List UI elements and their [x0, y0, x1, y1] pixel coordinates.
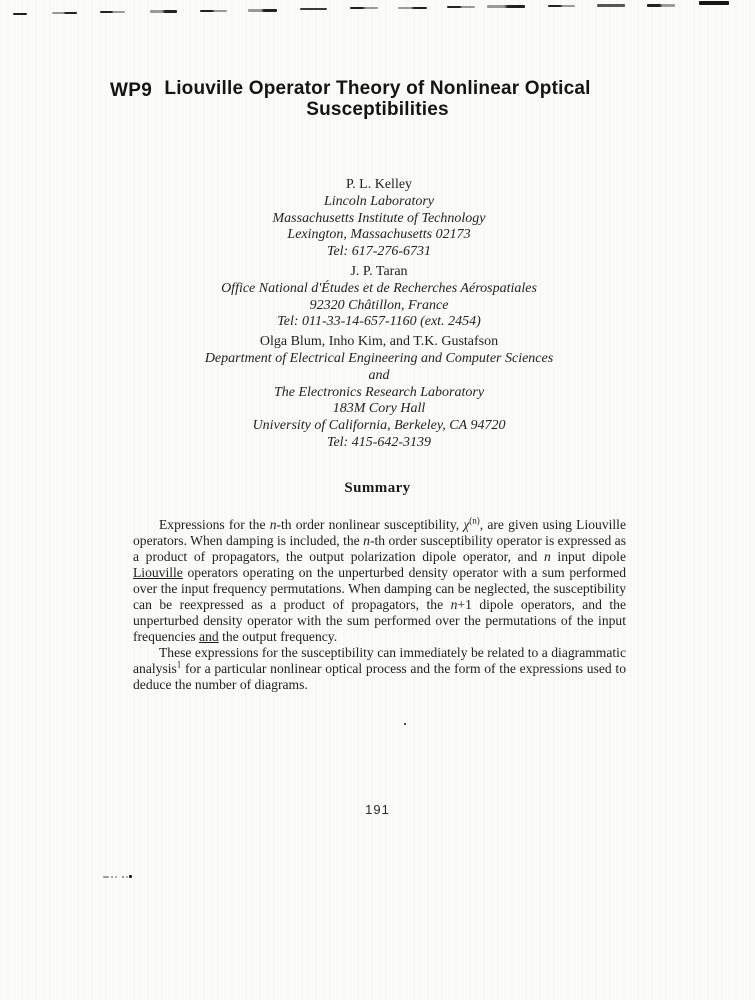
scan-dash-mark [447, 6, 475, 8]
scan-dash-mark [13, 13, 27, 15]
author-affiliation-line: Tel: 011-33-14-657-1160 (ext. 2454) [277, 314, 481, 330]
scan-dash-mark [52, 12, 77, 14]
scan-dash-mark [200, 10, 227, 12]
author-affiliation-line: Massachusetts Institute of Technology [272, 210, 486, 226]
page-number: 191 [365, 802, 390, 817]
paper-number: WP9 [110, 80, 153, 101]
scan-speck-dot [404, 723, 406, 725]
author-block [133, 334, 625, 452]
scan-dash-mark [350, 7, 378, 9]
author-affiliation-line: Tel: 617-276-6731 [326, 244, 432, 260]
scan-dot-mark [103, 876, 109, 878]
author-affiliation-line: 92320 Châtillon, France [309, 297, 449, 313]
author-affiliation-line: Department of Electrical Engineering and Computer Sciences [204, 350, 554, 366]
scan-dash-mark [150, 10, 177, 13]
author-block [133, 177, 625, 261]
scan-dot-mark [111, 876, 113, 878]
scan-dot-mark [129, 875, 132, 878]
summary-text [133, 517, 626, 693]
author-name: Olga Blum, Inho Kim, and T.K. Gustafson [259, 334, 499, 350]
scan-dash-mark [300, 8, 327, 10]
scan-dash-mark [487, 5, 525, 8]
scan-dash-mark [647, 4, 675, 7]
author-name: P. L. Kelley [345, 177, 413, 192]
paper-title-line-2: Susceptibilities [306, 99, 449, 120]
summary-heading: Summary [344, 480, 411, 496]
scan-dot-mark [126, 876, 128, 878]
author-affiliation-line: and [368, 367, 390, 383]
author-affiliation-line: Tel: 415-642-3139 [326, 434, 432, 450]
scan-dash-mark [248, 9, 277, 12]
author-affiliation-line: 183M Cory Hall [332, 401, 426, 417]
paper-title [163, 78, 593, 120]
summary-paragraph: Expressions for the n-th order nonlinear susceptibility, $\chi^{(n)}$, are given using Liouville operators. When damping is included, the n-th order susceptibility operator is expressed as a product of propagators, the output polarization dipole operator, and n input dipole Liouville operators operating on the unperturbed density operator with a sum performed over the input frequency permutations. When damping can be neglected, the susceptibility can be reexpressed as a product of propagators, the n+1 dipole operators, and the unperturbed density operator with the sum performed over the permutations of the input frequencies and the output frequency. [133, 515, 626, 644]
scan-dash-mark [699, 1, 729, 5]
paper-title-line-1: Liouville Operator Theory of Nonlinear Optical [164, 78, 591, 99]
author-affiliation-line: Office National d'Études et de Recherches Aérospatiales [221, 280, 537, 296]
scan-dot-mark [122, 876, 124, 878]
author-affiliation-line: Lexington, Massachusetts 02173 [287, 227, 471, 243]
scan-dash-mark [548, 5, 575, 7]
scan-dash-mark [100, 11, 125, 13]
author-blocks [133, 177, 625, 455]
summary-paragraph: These expressions for the susceptibility can immediately be related to a diagrammatic analysis$^1$ for a particular nonlinear optical process and the form of the expressions used to deduce the number of diagrams. [133, 645, 626, 692]
scan-dash-mark [597, 4, 625, 7]
author-affiliation-line: The Electronics Research Laboratory [273, 384, 485, 400]
author-block [133, 264, 625, 331]
scan-dash-mark [398, 7, 427, 9]
author-name: J. P. Taran [350, 263, 408, 279]
title-row [0, 78, 755, 120]
author-affiliation-line: Lincoln Laboratory [323, 193, 435, 209]
scan-dot-mark [115, 876, 117, 878]
author-affiliation-line: University of California, Berkeley, CA 94720 [252, 418, 506, 434]
